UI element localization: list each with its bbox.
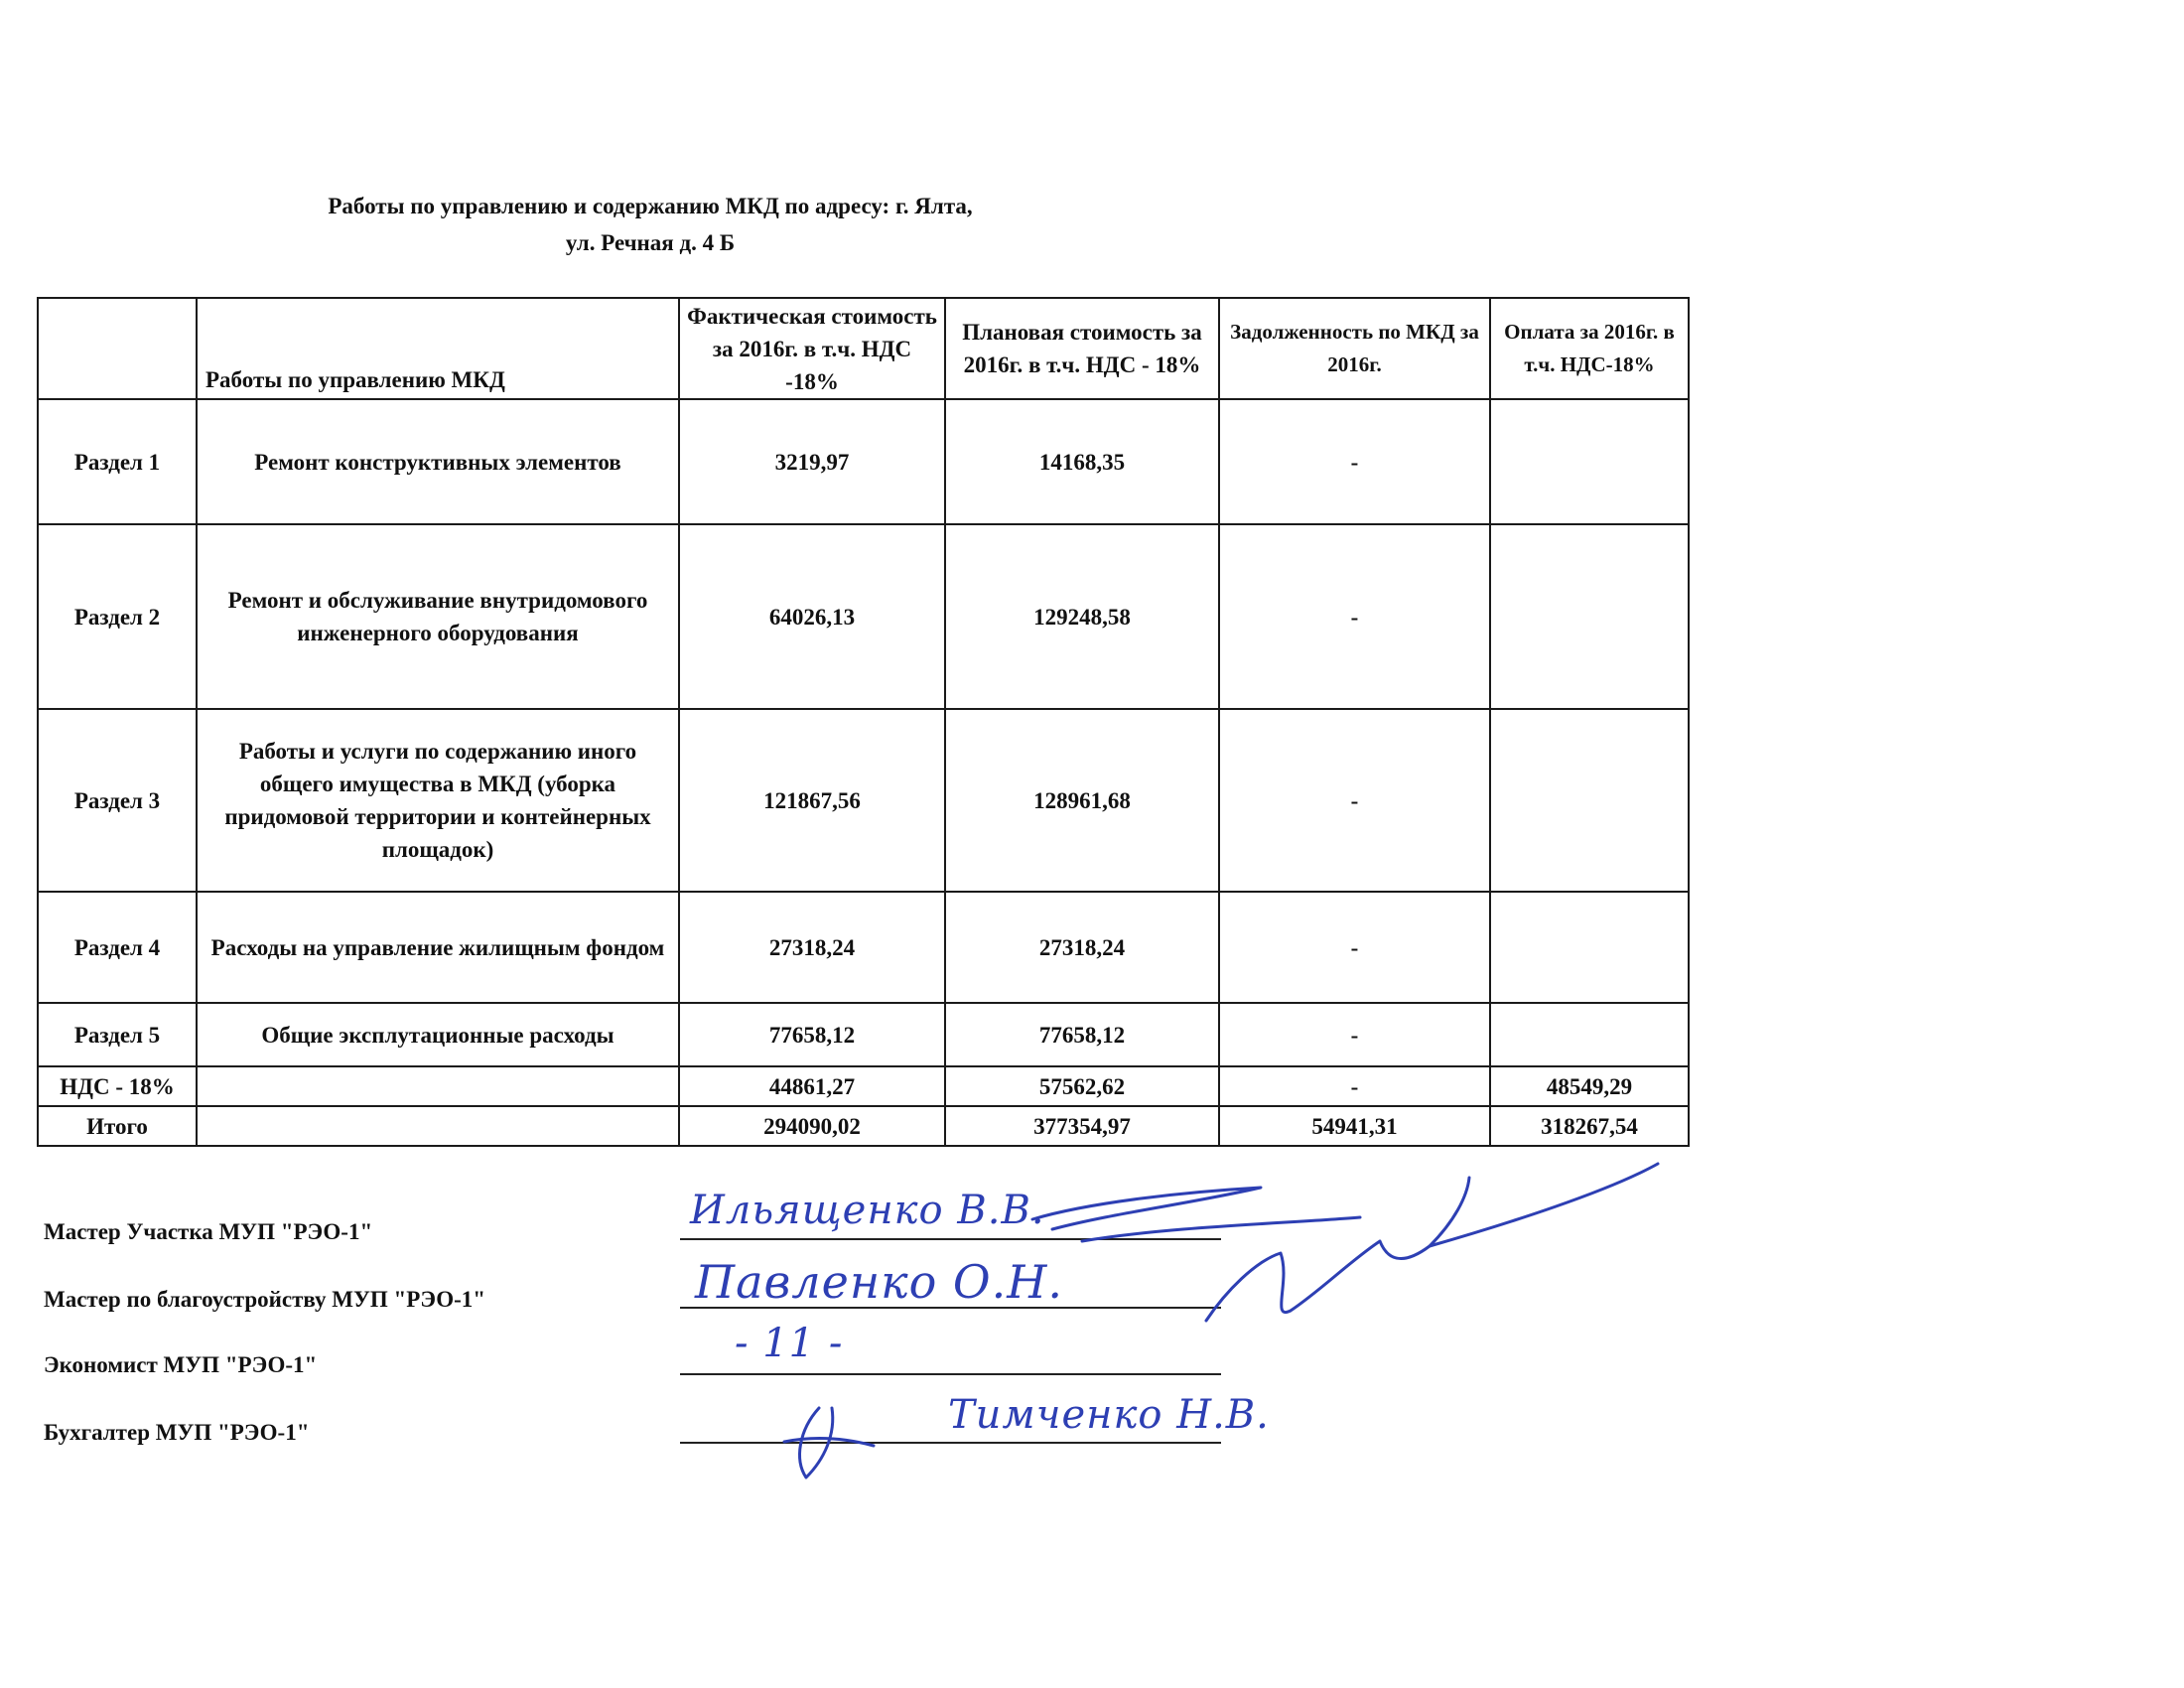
- header-cell-debt: Задолженность по МКД за 2016г.: [1219, 298, 1490, 399]
- section-cell: НДС - 18%: [38, 1066, 197, 1106]
- flourish-stroke: [1032, 1188, 1261, 1229]
- handwritten-signature: Ильященко В.В.: [690, 1188, 1045, 1233]
- signature-role-master: Мастер Участка МУП "РЭО-1": [44, 1219, 373, 1244]
- actual-cost-cell: 64026,13: [679, 524, 945, 709]
- handwritten-signature: Тимченко Н.В.: [948, 1392, 1270, 1438]
- debt-cell: -: [1219, 1003, 1490, 1066]
- works-cell: Общие эксплутационные расходы: [197, 1003, 679, 1066]
- debt-cell: -: [1219, 1066, 1490, 1106]
- actual-cost-cell: 77658,12: [679, 1003, 945, 1066]
- works-cell: Ремонт и обслуживание внутридомового инженерного оборудования: [197, 524, 679, 709]
- flourish-stroke: [1430, 1164, 1658, 1246]
- works-cell: Ремонт конструктивных элементов: [197, 399, 679, 524]
- actual-cost-cell: 294090,02: [679, 1106, 945, 1146]
- header-cell-payment: Оплата за 2016г. в т.ч. НДС-18%: [1490, 298, 1689, 399]
- planned-cost-cell: 129248,58: [945, 524, 1219, 709]
- document-title-line-2: ул. Речная д. 4 Б: [565, 230, 736, 255]
- signature-role-economist: Экономист МУП "РЭО-1": [44, 1352, 318, 1377]
- planned-cost-cell: 27318,24: [945, 892, 1219, 1003]
- works-cell: Работы и услуги по содержанию иного общего имущества в МКД (уборка придомовой территории и контейнерных площадок): [197, 709, 679, 892]
- planned-cost-cell: 57562,62: [945, 1066, 1219, 1106]
- debt-cell: -: [1219, 524, 1490, 709]
- header-cell-planned-cost: Плановая стоимость за 2016г. в т.ч. НДС - 18%: [945, 298, 1219, 399]
- handwritten-signature: Павленко О.Н.: [695, 1255, 1063, 1309]
- actual-cost-cell: 44861,27: [679, 1066, 945, 1106]
- section-cell: Раздел 2: [38, 524, 197, 709]
- signature-role-accountant: Бухгалтер МУП "РЭО-1": [44, 1420, 310, 1445]
- flourish-stroke: [1082, 1217, 1360, 1241]
- debt-cell: -: [1219, 399, 1490, 524]
- debt-cell: -: [1219, 709, 1490, 892]
- handwritten-signature: - 11 -: [735, 1321, 844, 1366]
- planned-cost-cell: 128961,68: [945, 709, 1219, 892]
- section-cell: Раздел 1: [38, 399, 197, 524]
- header-cell-actual-cost: Фактическая стоимость за 2016г. в т.ч. НДС -18%: [679, 298, 945, 399]
- signature-role-landscaping: Мастер по благоустройству МУП "РЭО-1": [44, 1287, 486, 1312]
- actual-cost-cell: 121867,56: [679, 709, 945, 892]
- planned-cost-cell: 77658,12: [945, 1003, 1219, 1066]
- flourish-stroke: [784, 1408, 874, 1477]
- section-cell: Раздел 3: [38, 709, 197, 892]
- section-cell: Итого: [38, 1106, 197, 1146]
- actual-cost-cell: 27318,24: [679, 892, 945, 1003]
- payment-cell: 48549,29: [1490, 1066, 1689, 1106]
- flourish-stroke: [1206, 1178, 1469, 1321]
- planned-cost-cell: 377354,97: [945, 1106, 1219, 1146]
- debt-cell: 54941,31: [1219, 1106, 1490, 1146]
- document-title-line-1: Работы по управлению и содержанию МКД по адресу: г. Ялта,: [328, 194, 973, 218]
- payment-cell: 318267,54: [1490, 1106, 1689, 1146]
- section-cell: Раздел 4: [38, 892, 197, 1003]
- section-cell: Раздел 5: [38, 1003, 197, 1066]
- planned-cost-cell: 14168,35: [945, 399, 1219, 524]
- actual-cost-cell: 3219,97: [679, 399, 945, 524]
- works-cell: Расходы на управление жилищным фондом: [197, 892, 679, 1003]
- debt-cell: -: [1219, 892, 1490, 1003]
- header-cell-works: Работы по управлению МКД: [197, 298, 679, 399]
